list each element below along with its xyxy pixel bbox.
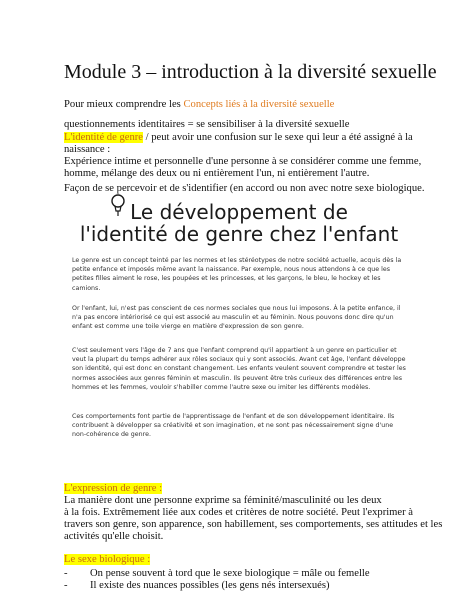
- infographic-paragraph-3: C'est seulement vers l'âge de 7 ans que l'enfant comprend qu'il appartient à un genre en particulier et veut la plupart du temps adhérer aux rôles sociaux qui y sont associés. Avant cet âge, l'enfant développe son identité, qui est donc en constant changement. Les enfants veulent souvent comprendre et tester les normes associées aux genres féminin et masculin. Ils peuvent être très curieux des différences entre les hommes et les femmes, vouloir s'habiller comme l'autre sexe ou imiter les différents modèles.: [72, 347, 406, 391]
- infographic-paragraph-2: Or l'enfant, lui, n'est pas conscient de ces normes sociales que nous lui imposons. À la petite enfance, il n'a pas encore intériorisé ce qui est associé au masculin et au féminin. Nous pouvons donc dire qu'un enfant est comme une toile vierge en matière d'expression de son genre.: [72, 305, 401, 331]
- list-item-bullet: -: [64, 568, 68, 579]
- list-item: On pense souvent à tord que le sexe biologique = mâle ou femelle: [90, 568, 370, 579]
- sexe-biologique-heading: [64, 553, 150, 566]
- identite-genre-text: / peut avoir une confusion sur le sexe qui leur a été assigné à la: [142, 132, 413, 143]
- infographic-title-line-2: l'identité de genre chez l'enfant: [79, 222, 399, 246]
- expression-genre-label: L'expression de genre :: [64, 483, 163, 494]
- intro-prefix: Pour mieux comprendre les: [64, 99, 184, 110]
- infographic-paragraph-4: Ces comportements font partie de l'apprentissage de l'enfant et de son développement identitaire. Ils contribuent à développer sa créativité et son imagination, et ne sont pas nécessairement signe d'une non-cohérence de genre.: [72, 413, 395, 439]
- intro-line-4: naissance :: [64, 144, 111, 155]
- intro-line-7: Façon de se percevoir et de s'identifier (en accord ou non avec notre sexe biologique.: [64, 183, 425, 194]
- intro-line-5: Expérience intime et personnelle d'une personne à se considérer comme une femme,: [64, 156, 422, 167]
- intro-line-1: [64, 98, 334, 111]
- infographic-title-line-1: Le développement de: [130, 200, 348, 224]
- expression-line-3: travers son genre, son apparence, son habillement, ses comportements, ses attitudes et les: [64, 519, 443, 530]
- infographic-identite-genre: [64, 200, 414, 468]
- expression-line-4: activités qu'elle choisit.: [64, 531, 164, 542]
- intro-line-2: questionnements identitaires = se sensibiliser à la diversité sexuelle: [64, 119, 350, 130]
- list-item-bullet: -: [64, 580, 68, 591]
- concepts-link[interactable]: Concepts liés à la diversité sexuelle: [183, 99, 335, 110]
- intro-line-6: homme, mélange des deux ou ni entièrement l'un, ni entièrement l'autre.: [64, 168, 370, 179]
- expression-line-1: La manière dont une personne exprime sa féminité/masculinité ou les deux: [64, 495, 382, 506]
- sexe-biologique-label: Le sexe biologique :: [64, 554, 151, 565]
- identite-genre-label: L'identité de genre: [64, 132, 143, 143]
- intro-line-3: [64, 131, 413, 144]
- expression-line-2: à la fois. Extrêmement liée aux codes et critères de notre société. Peut l'exprimer à: [64, 507, 414, 518]
- page-title: Module 3 – introduction à la diversité sexuelle: [64, 61, 437, 83]
- list-item: Il existe des nuances possibles (les gens nés intersexués): [90, 580, 330, 591]
- infographic-paragraph-1: Le genre est un concept teinté par les normes et les stéréotypes de notre société actuelle, acquis dès la petite enfance et imposés même avant la naissance. Par exemple, nous nous attendons à ce que les petites filles aiment le rose, les poupées et les princesses, et les garçons, le bleu, le hockey et les camions.: [72, 257, 402, 292]
